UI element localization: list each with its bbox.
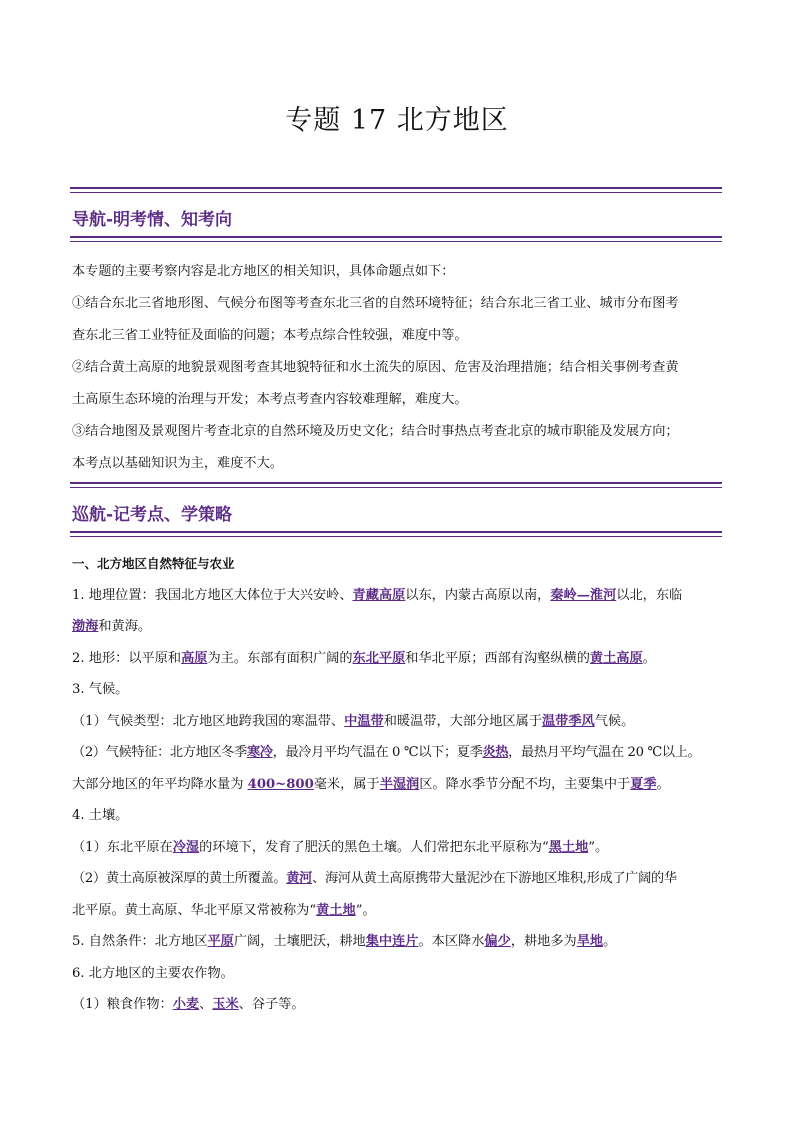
content-body [72,548,724,1021]
section-heading-nav1: 导航-明考情、知考向 [72,210,233,230]
keyword: 旱地 [576,934,604,949]
text: 1. 地理位置：我国北方地区大体位于大兴安岭、 [72,587,353,603]
text: ，最热月平均气温在 20 ℃以上。 [508,745,701,760]
content-line [72,989,724,1021]
text: 。 [656,776,670,792]
content-line [72,832,724,864]
text: 大部分地区的年平均降水量为 [72,776,248,792]
text: ，最冷月平均气温在 0 ℃以下；夏季 [272,745,483,760]
keyword: 玉米 [212,997,239,1012]
section-divider-bottom [70,236,722,242]
text: 和华北平原；西部有沟壑纵横的 [405,650,590,666]
text: 。 [642,650,656,666]
keyword: 青藏高原 [352,587,406,603]
subsection-heading: 一、北方地区自然特征与农业 [72,556,235,571]
keyword: 高原 [181,650,208,666]
text: 毫米，属于 [313,776,380,792]
keyword: 小麦 [172,997,200,1012]
content-line [72,580,724,612]
content-line [72,863,724,895]
content-line [72,611,724,643]
text: 、谷子等。 [238,997,305,1012]
content-line [72,643,724,675]
keyword: 偏少 [484,934,511,949]
keyword: 温带季风 [541,713,595,729]
intro-line: 查东北三省工业特征及面临的问题；本考点综合性较强，难度中等。 [72,328,468,343]
keyword: 炎热 [482,745,509,760]
keyword: 冷湿 [172,839,200,855]
intro-line: 本考点以基础知识为主，难度不大。 [72,456,283,471]
text: （2）黄土高原被深厚的黄土所覆盖。 [72,871,287,886]
text: 、 [199,997,213,1012]
content-line [72,895,724,927]
section-divider-top [70,187,722,193]
section-heading-nav2: 巡航-记考点、学策略 [72,505,233,525]
content-line [72,769,724,801]
section-divider-top [70,482,722,488]
text: 。本区降水 [418,934,485,949]
text: ”。 [588,839,609,855]
keyword: 夏季 [630,776,657,792]
intro-text [72,256,724,480]
keyword: 黑土地 [548,839,589,855]
keyword: 黄土地 [316,902,356,918]
text: ，耕地多为 [510,934,577,949]
keyword: 集中连片 [365,934,419,949]
keyword: 中温带 [344,713,384,729]
text: 区。降水季节分配不均，主要集中于 [419,776,631,792]
keyword: 半湿润 [379,776,420,792]
text: （1）东北平原在 [72,839,173,855]
content-line: 6. 北方地区的主要农作物。 [72,965,234,981]
text: 北平原。黄土高原、华北平原又常被称为“ [72,902,317,918]
keyword: 寒冷 [246,745,273,760]
text: 的环境下，发育了肥沃的黑色土壤。人们常把东北平原称为“ [199,839,549,855]
text: 气候。 [594,713,635,729]
text: 2. 地形：以平原和 [72,650,182,666]
keyword: 渤海 [72,619,99,634]
text: ”。 [355,902,376,918]
text: 以东，内蒙古高原以南， [405,587,551,603]
keyword: 东北平原 [352,650,406,666]
keyword: 秦岭—淮河 [550,587,617,603]
text: 和黄海。 [98,619,152,634]
text: 、海河从黄土高原携带大量泥沙在下游地区堆积,形成了广阔的华 [312,871,677,886]
text: 广阔，土壤肥沃，耕地 [233,934,366,949]
text: （2）气候特征：北方地区冬季 [72,745,247,760]
text: 5. 自然条件：北方地区 [72,934,208,949]
text: （1）气候类型：北方地区地跨我国的寒温带、 [72,713,345,729]
text: （1）粮食作物： [72,997,173,1012]
content-line [72,737,724,769]
content-line: 3. 气候。 [72,682,129,697]
intro-line: ③结合地图及景观图片考查北京的自然环境及历史文化；结合时事热点考查北京的城市职能及发展方向； [72,424,679,439]
page-title: 专题 17 北方地区 [285,105,509,136]
keyword: 400~800 [247,776,314,792]
content-line: 4. 土壤。 [72,808,129,823]
keyword: 黄土高原 [589,650,643,666]
intro-line: 土高原生态环境的治理与开发；本考点考查内容较难理解，难度大。 [72,392,468,407]
content-line [72,706,724,738]
text: 和暖温带，大部分地区属于 [383,713,542,729]
intro-line: ①结合东北三省地形图、气候分布图等考查东北三省的自然环境特征；结合东北三省工业、城市分布图考 [72,296,679,311]
keyword: 黄河 [286,871,313,886]
intro-line: 本专题的主要考察内容是北方地区的相关知识，具体命题点如下： [72,264,455,279]
text: 。 [603,934,617,949]
keyword: 平原 [207,934,234,949]
intro-line: ②结合黄土高原的地貌景观图考查其地貌特征和水土流失的原因、危害及治理措施；结合相关事例考查黄 [72,360,679,375]
content-line [72,926,724,958]
text: 为主。东部有面积广阔的 [207,650,353,666]
section-divider-bottom [70,531,722,537]
text: 以北，东临 [616,587,683,603]
